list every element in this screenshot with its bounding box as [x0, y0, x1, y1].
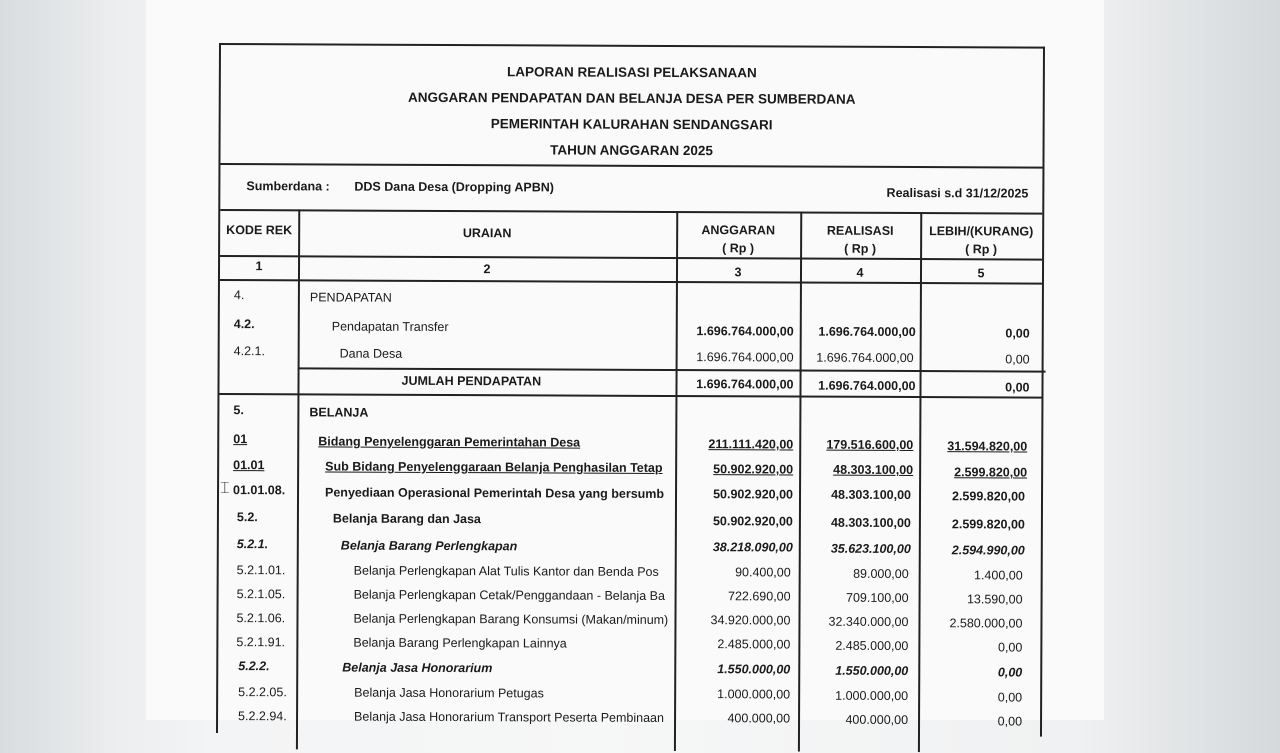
row-anggaran: 34.920.000,00	[710, 613, 791, 628]
row-kode: 5.	[233, 403, 244, 418]
row-kode: 4.	[233, 288, 245, 303]
row-uraian: Penyediaan Operasional Pemerintah Desa yang bersumb	[325, 485, 665, 501]
row-realisasi: 1.000.000,00	[835, 688, 909, 704]
row-lebih: 0,00	[997, 714, 1023, 729]
row-realisasi: 1.550.000,00	[835, 663, 909, 679]
row-anggaran: 1.000.000,00	[717, 687, 791, 702]
row-realisasi: 48.303.100,00	[830, 515, 911, 531]
row-lebih: 13.590,00	[966, 592, 1023, 607]
column-number-4: 4	[856, 265, 864, 280]
row-realisasi: 2.485.000,00	[835, 638, 909, 654]
report-title-line-4: TAHUN ANGGARAN 2025	[550, 142, 713, 159]
row-uraian: Belanja Perlengkapan Alat Tulis Kantor dan Benda Pos	[353, 563, 659, 579]
report-title-line-2: ANGGARAN PENDAPATAN DAN BELANJA DESA PER SUMBERDANA	[407, 89, 856, 107]
row-kode: 5.2.2.94.	[238, 709, 287, 724]
row-uraian: Belanja Barang Perlengkapan Lainnya	[353, 635, 567, 651]
row-realisasi: 35.623.100,00	[830, 541, 911, 557]
row-lebih: 0,00	[1005, 326, 1030, 341]
row-kode: 5.2.2.05.	[238, 685, 287, 700]
row-realisasi: 89.000,00	[853, 566, 909, 582]
column-number-3: 3	[734, 265, 742, 280]
header-anggaran: ANGGARAN	[701, 223, 776, 238]
row-kode: 5.2.1.05.	[236, 587, 286, 602]
row-kode: 4.2.1.	[233, 344, 265, 359]
row-uraian: JUMLAH PENDAPATAN	[401, 373, 542, 389]
sumberdana-value: DDS Dana Desa (Dropping APBN)	[354, 179, 554, 195]
column-number-5: 5	[977, 266, 985, 281]
row-kode: 5.2.1.	[236, 537, 269, 552]
row-realisasi: 400.000,00	[845, 712, 909, 728]
row-kode: 5.2.1.01.	[236, 563, 286, 578]
row-uraian: Dana Desa	[339, 346, 403, 361]
column-divider	[296, 209, 300, 749]
row-lebih: 0,00	[997, 665, 1023, 680]
row-lebih: 0,00	[997, 690, 1023, 705]
realisasi-period: Realisasi s.d 31/12/2025	[886, 185, 1029, 201]
column-number-1: 1	[255, 259, 263, 274]
report-sheet	[216, 43, 1045, 737]
row-uraian: Belanja Perlengkapan Cetak/Penggandaan - Belanja Ba	[353, 587, 665, 603]
row-uraian: Belanja Barang dan Jasa	[332, 511, 481, 527]
row-kode: 5.2.1.06.	[236, 611, 286, 626]
header-lebih-unit: ( Rp )	[965, 242, 998, 257]
row-realisasi: 48.303.100,00	[831, 487, 912, 503]
text-cursor-icon: ⌶	[220, 480, 230, 497]
row-lebih: 2.580.000,00	[949, 616, 1023, 631]
column-number-2: 2	[483, 262, 491, 277]
header-uraian: URAIAN	[462, 226, 512, 241]
row-anggaran: 211.111.420,00	[708, 437, 794, 452]
header-realisasi-unit: ( Rp )	[844, 241, 877, 256]
header-realisasi: REALISASI	[826, 223, 894, 238]
row-realisasi: 1.696.764.000,00	[816, 350, 914, 366]
total-divider	[298, 367, 1046, 372]
row-anggaran: 1.696.764.000,00	[696, 350, 794, 365]
report-title-line-3: PEMERINTAH KALURAHAN SENDANGSARI	[490, 116, 773, 133]
row-realisasi: 709.100,00	[845, 590, 909, 606]
row-lebih: 2.594.990,00	[951, 543, 1025, 558]
row-uraian: Belanja Perlengkapan Barang Konsumsi (Makan/minum)	[353, 611, 669, 627]
row-lebih: 2.599.820,00	[951, 517, 1025, 532]
row-anggaran: 1.550.000,00	[717, 662, 791, 677]
row-anggaran: 722.690,00	[727, 589, 791, 604]
row-uraian: Pendapatan Transfer	[331, 319, 449, 335]
row-realisasi: 1.696.764.000,00	[818, 324, 916, 340]
row-lebih: 0,00	[1005, 380, 1030, 395]
row-kode: 01.01.08.	[233, 483, 286, 498]
row-kode: 01.01	[233, 458, 265, 473]
divider	[220, 209, 1042, 215]
row-uraian: Belanja Barang Perlengkapan	[340, 538, 518, 554]
row-kode: 01	[233, 432, 248, 447]
row-uraian: Belanja Jasa Honorarium	[342, 660, 493, 676]
row-anggaran: 50.902.920,00	[712, 514, 793, 529]
row-anggaran: 400.000,00	[727, 711, 791, 726]
row-realisasi: 48.303.100,00	[833, 462, 914, 478]
row-anggaran: 50.902.920,00	[713, 462, 794, 477]
row-anggaran: 1.696.764.000,00	[696, 324, 794, 339]
row-realisasi: 179.516.600,00	[826, 437, 914, 453]
row-anggaran: 38.218.090,00	[712, 540, 793, 555]
row-uraian: PENDAPATAN	[309, 290, 392, 305]
row-lebih: 31.594.820,00	[947, 439, 1028, 454]
row-kode: 4.2.	[233, 317, 255, 332]
row-anggaran: 2.485.000,00	[717, 637, 791, 652]
row-lebih: 2.599.820,00	[954, 465, 1028, 480]
row-lebih: 1.400,00	[973, 568, 1023, 583]
row-uraian: Bidang Penyelenggaran Pemerintahan Desa	[318, 434, 581, 450]
row-lebih: 0,00	[1005, 352, 1030, 367]
row-kode: 5.2.1.91.	[236, 635, 286, 650]
row-anggaran: 1.696.764.000,00	[696, 377, 794, 392]
sumberdana-label: Sumberdana :	[246, 179, 330, 194]
header-anggaran-unit: ( Rp )	[722, 241, 755, 256]
divider	[220, 163, 1042, 169]
row-realisasi: 32.340.000,00	[828, 614, 909, 630]
row-uraian: Belanja Jasa Honorarium Petugas	[354, 685, 544, 701]
row-anggaran: 90.400,00	[735, 565, 791, 580]
row-uraian: Sub Bidang Penyelenggaraan Belanja Penghasilan Tetap	[325, 459, 663, 475]
row-anggaran: 50.902.920,00	[713, 487, 794, 502]
row-uraian: Belanja Jasa Honorarium Transport Peserta Pembinaan	[354, 709, 664, 725]
header-lebih: LEBIH/(KURANG)	[929, 224, 1034, 239]
header-kode: KODE REK	[226, 223, 293, 238]
row-uraian: BELANJA	[309, 405, 369, 420]
row-kode: 5.2.2.	[238, 659, 270, 674]
row-realisasi: 1.696.764.000,00	[818, 378, 916, 394]
row-lebih: 0,00	[997, 640, 1023, 655]
row-kode: 5.2.	[236, 510, 258, 525]
row-lebih: 2.599.820,00	[951, 489, 1026, 504]
report-title-line-1: LAPORAN REALISASI PELAKSANAAN	[506, 64, 757, 81]
